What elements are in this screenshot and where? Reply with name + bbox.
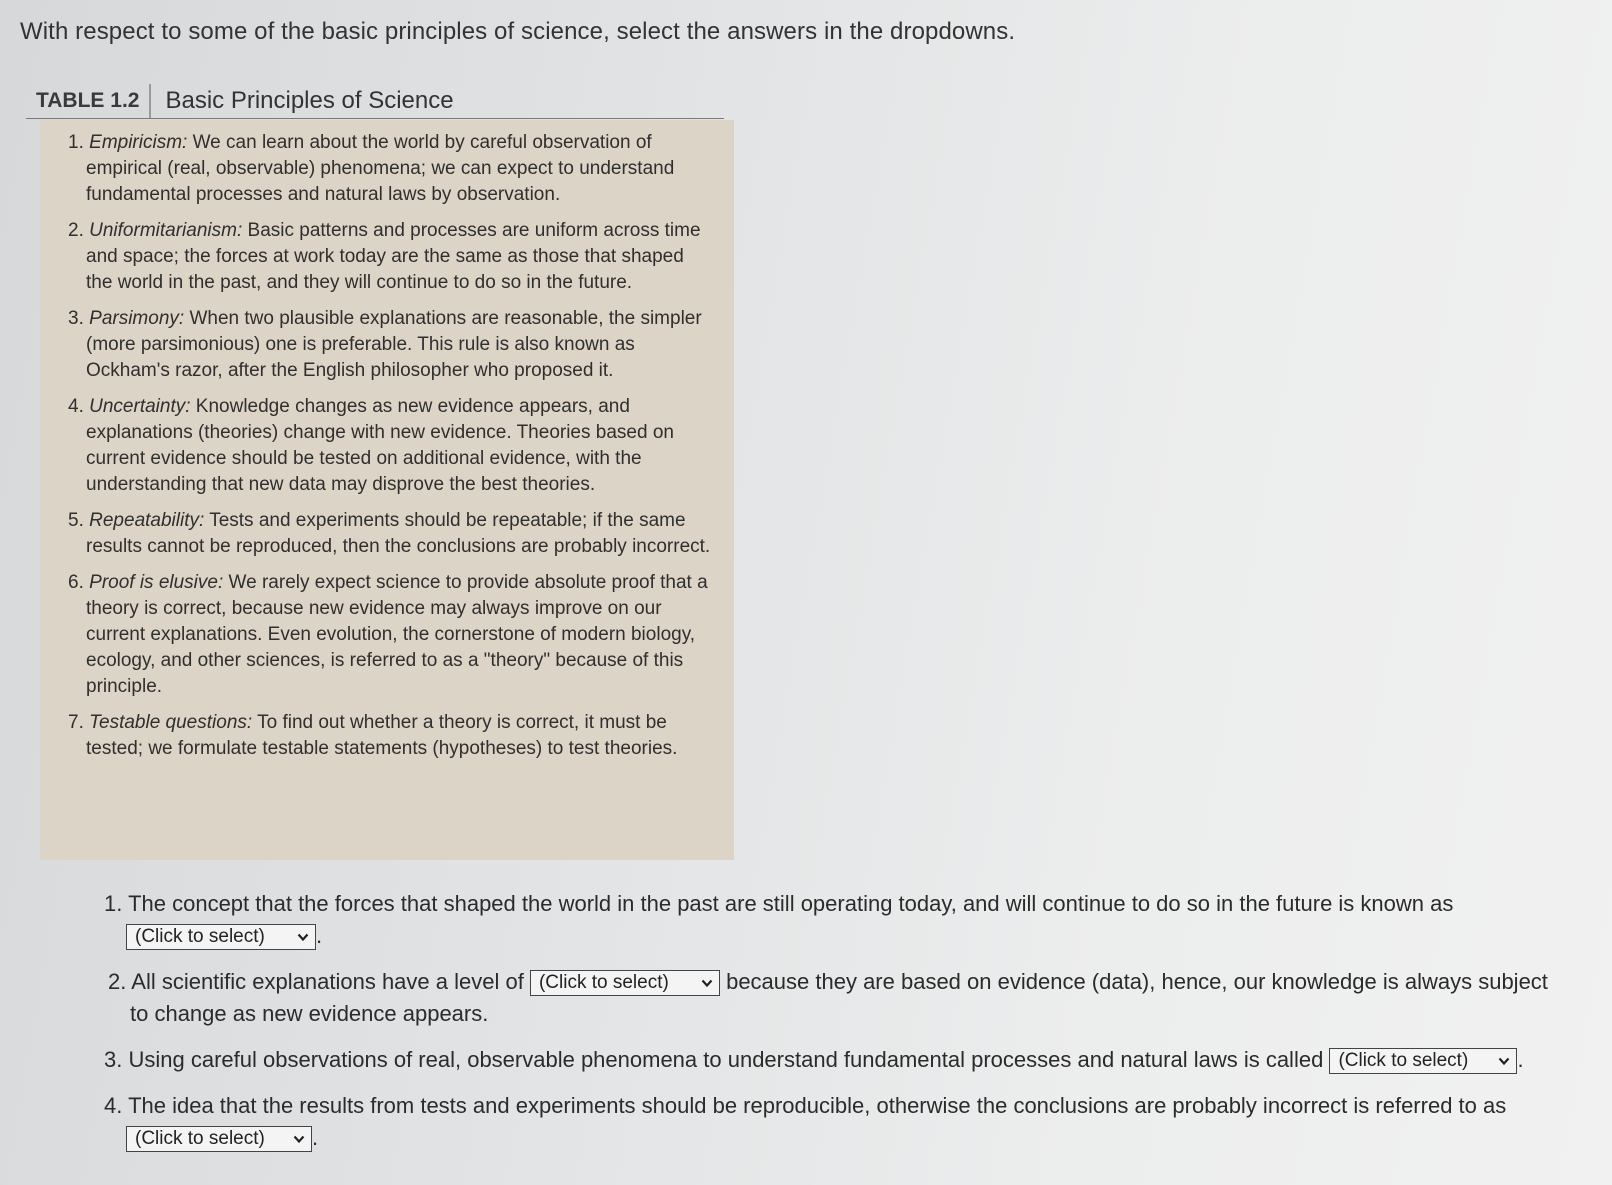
question-text-end: . — [1517, 1047, 1524, 1072]
principle-term: Repeatability: — [89, 510, 205, 531]
principle-term: Proof is elusive: — [89, 572, 224, 593]
principle-number: 3. — [68, 308, 84, 329]
principle-number: 2. — [68, 220, 84, 241]
question-number: 2. — [108, 969, 127, 994]
principle-text: Basic patterns and processes are uniform across time and space; the forces at work today are the same as those that shaped the world in the past, and they will continue to do so in the future. — [86, 220, 701, 293]
question-4 — [104, 1090, 1564, 1154]
chevron-down-icon — [1498, 1055, 1510, 1067]
principle-text: We rarely expect science to provide absolute proof that a theory is correct, because new evidence may always improve on our current explanations. Even evolution, the cornerstone of modern biology, ecology, and other sciences, is referred to as a "theory" because of this principle. — [86, 572, 708, 697]
chevron-down-icon — [293, 1133, 305, 1145]
question-text: Using careful observations of real, observable phenomena to understand fundamental processes and natural laws is called — [128, 1047, 1324, 1072]
question-2 — [104, 966, 1564, 1030]
principle-term: Testable questions: — [89, 712, 253, 733]
principle-parsimony — [60, 306, 714, 384]
answer-dropdown-4[interactable] — [126, 1126, 312, 1152]
question-text: The concept that the forces that shaped the world in the past are still operating today, and will continue to do so in the future is known as — [128, 891, 1454, 916]
principle-text: Knowledge changes as new evidence appears, and explanations (theories) change with new evidence. Theories based on current evidence should be tested on additional evidence, with the understanding that new data may disprove the best theories. — [86, 396, 674, 495]
principle-term: Parsimony: — [89, 308, 185, 329]
instruction-text: With respect to some of the basic principles of science, select the answers in the dropdowns. — [20, 18, 1016, 45]
table-header — [26, 84, 724, 119]
question-number: 3. — [104, 1047, 123, 1072]
questions-list — [104, 888, 1564, 1168]
principles-table — [40, 120, 734, 860]
dropdown-selected-value: (Click to select) — [538, 972, 669, 994]
principle-testable-questions — [60, 710, 714, 762]
answer-dropdown-3[interactable] — [1329, 1048, 1517, 1074]
principle-proof-is-elusive — [60, 570, 714, 700]
principle-text: When two plausible explanations are reasonable, the simpler (more parsimonious) one is preferable. This rule is also known as Ockham's razor, after the English philosopher who proposed it. — [86, 308, 702, 381]
question-number: 1. — [104, 891, 123, 916]
question-text-end: . — [312, 1125, 319, 1150]
question-text: The idea that the results from tests and experiments should be reproducible, otherwise the conclusions are probably incorrect is referred to as — [128, 1093, 1507, 1118]
question-text-end: because they are based on evidence (data), hence, our knowledge is always subject to change as new evidence appears. — [130, 969, 1548, 1026]
dropdown-selected-value: (Click to select) — [135, 1128, 265, 1150]
dropdown-selected-value: (Click to select) — [1338, 1050, 1469, 1072]
answer-dropdown-2[interactable] — [530, 970, 720, 996]
principle-empiricism — [60, 130, 714, 208]
principle-text: To find out whether a theory is correct, it must be tested; we formulate testable statements (hypotheses) to test theories. — [86, 712, 678, 759]
principle-number: 6. — [68, 572, 84, 593]
principle-term: Uncertainty: — [89, 396, 191, 417]
principle-repeatability — [60, 508, 714, 560]
table-title: Basic Principles of Science — [165, 87, 454, 114]
dropdown-selected-value: (Click to select) — [135, 926, 265, 948]
chevron-down-icon — [701, 977, 713, 989]
question-3 — [104, 1044, 1564, 1076]
principle-uniformitarianism — [60, 218, 714, 296]
principle-text: We can learn about the world by careful observation of empirical (real, observable) phenomena; we can expect to understand fundamental processes and natural laws by observation. — [86, 132, 675, 205]
principle-number: 4. — [68, 396, 84, 417]
question-number: 4. — [104, 1093, 123, 1118]
answer-dropdown-1[interactable] — [126, 924, 316, 950]
question-text-end: . — [316, 923, 323, 948]
principle-uncertainty — [60, 394, 714, 498]
table-number: TABLE 1.2 — [26, 84, 151, 118]
chevron-down-icon — [297, 931, 309, 943]
principle-number: 5. — [68, 510, 84, 531]
question-text: All scientific explanations have a level of — [131, 969, 524, 994]
principle-text: Tests and experiments should be repeatable; if the same results cannot be reproduced, then the conclusions are probably incorrect. — [86, 510, 711, 557]
question-1 — [104, 888, 1564, 952]
principle-number: 7. — [68, 712, 84, 733]
principle-term: Empiricism: — [89, 132, 188, 153]
principle-term: Uniformitarianism: — [89, 220, 243, 241]
principle-number: 1. — [68, 132, 84, 153]
